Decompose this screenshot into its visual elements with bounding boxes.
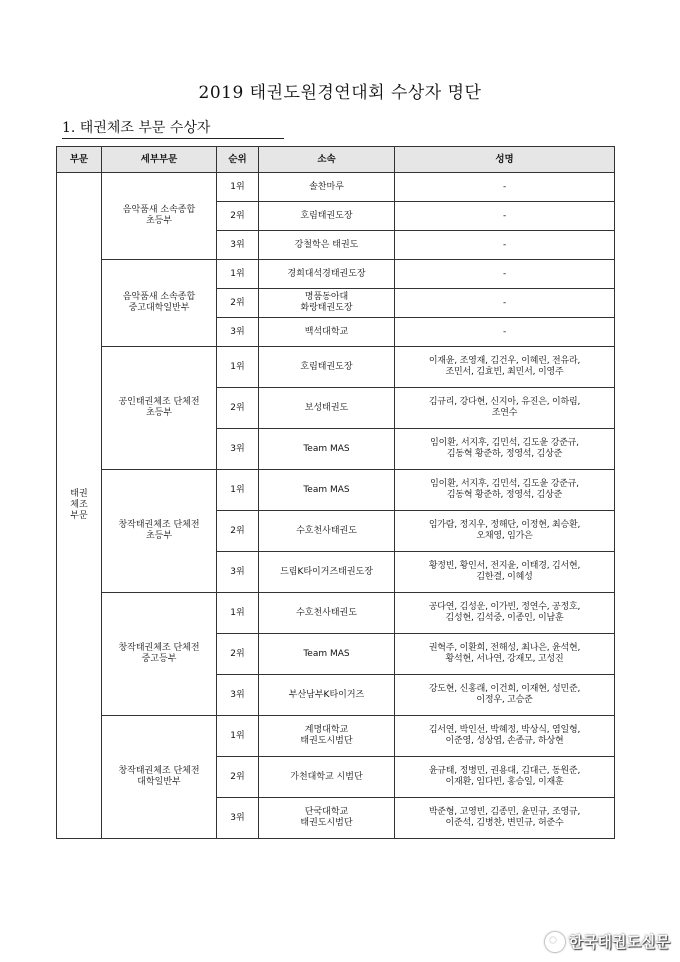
category-cell: 공인태권체조 단체전 초등부 <box>102 347 217 470</box>
header-names: 성명 <box>395 147 615 173</box>
names-cell: 김서연, 박인선, 박혜정, 박상식, 염일형, 이준영, 성상엽, 손종규, 하상현 <box>395 716 615 757</box>
rank-cell: 1위 <box>217 347 259 388</box>
team-cell: 호림태권도장 <box>259 347 395 388</box>
page-title: 2019 태권도원경연대회 수상자 명단 <box>198 83 482 103</box>
section-underline <box>62 138 284 139</box>
watermark-text: 한국태권도신문 <box>568 933 670 951</box>
category-cell: 음악품새 소속종합 초등부 <box>102 173 217 260</box>
team-cell: 보성태권도 <box>259 388 395 429</box>
header-team: 소속 <box>259 147 395 173</box>
rank-cell: 2위 <box>217 289 259 318</box>
team-cell: 가천대학교 시범단 <box>259 757 395 798</box>
winners-table <box>56 146 615 839</box>
names-cell: - <box>395 318 615 347</box>
table-row <box>57 260 615 289</box>
rank-cell: 3위 <box>217 318 259 347</box>
team-cell: 솔찬마루 <box>259 173 395 202</box>
names-cell: - <box>395 260 615 289</box>
names-cell: 김규리, 강다현, 신지아, 유진은, 이하림, 조연수 <box>395 388 615 429</box>
names-cell: 공다연, 김성운, 이가빈, 정연수, 공정호, 김성현, 김석중, 이종인, 이남훈 <box>395 593 615 634</box>
category-cell: 창작태권체조 단체전 대학일반부 <box>102 716 217 839</box>
team-cell: 수호천사태권도 <box>259 593 395 634</box>
rank-cell: 1위 <box>217 593 259 634</box>
rank-cell: 2위 <box>217 202 259 231</box>
team-cell: 드림K타이거즈태권도장 <box>259 552 395 593</box>
names-cell: 이재윤, 조영재, 김건우, 이혜린, 전유라, 조민서, 김효빈, 최민서, 이영주 <box>395 347 615 388</box>
names-cell: - <box>395 289 615 318</box>
rank-cell: 2위 <box>217 511 259 552</box>
names-cell: - <box>395 173 615 202</box>
rank-cell: 1위 <box>217 470 259 511</box>
names-cell: 황정빈, 황인서, 전지윤, 이태경, 김서현, 김한결, 이혜성 <box>395 552 615 593</box>
team-cell: Team MAS <box>259 429 395 470</box>
team-cell: 수호천사태권도 <box>259 511 395 552</box>
table-row <box>57 173 615 202</box>
table-header-row <box>57 147 615 173</box>
header-division: 부문 <box>57 147 102 173</box>
table-row <box>57 470 615 511</box>
names-cell: 임이환, 서지후, 김민석, 김도윤 강준규, 김동혁 황준하, 정영석, 김상준 <box>395 429 615 470</box>
team-cell: 백석대학교 <box>259 318 395 347</box>
team-cell: 호림태권도장 <box>259 202 395 231</box>
table-row <box>57 347 615 388</box>
names-cell: 박준형, 고영빈, 김종민, 윤민규, 조영규, 이준석, 김병찬, 변민규, 허준수 <box>395 798 615 839</box>
team-cell: 명품동아대 화랑태권도장 <box>259 289 395 318</box>
rank-cell: 3위 <box>217 798 259 839</box>
names-cell: 임가람, 정지우, 정해단, 이정현, 최승환, 오채영, 임가은 <box>395 511 615 552</box>
newspaper-watermark <box>545 931 670 952</box>
names-cell: 권혁주, 이환희, 전해성, 최나은, 윤석현, 황석현, 서나연, 강재모, 고성진 <box>395 634 615 675</box>
rank-cell: 3위 <box>217 675 259 716</box>
names-cell: - <box>395 231 615 260</box>
team-cell: 단국대학교 태권도시범단 <box>259 798 395 839</box>
rank-cell: 1위 <box>217 260 259 289</box>
team-cell: 경희대석경태권도장 <box>259 260 395 289</box>
team-cell: Team MAS <box>259 470 395 511</box>
team-cell: 강철학은 태권도 <box>259 231 395 260</box>
header-category: 세부부문 <box>102 147 217 173</box>
rank-cell: 3위 <box>217 429 259 470</box>
rank-cell: 1위 <box>217 716 259 757</box>
rank-cell: 2위 <box>217 388 259 429</box>
names-cell: - <box>395 202 615 231</box>
table-row <box>57 593 615 634</box>
category-cell: 창작태권체조 단체전 초등부 <box>102 470 217 593</box>
rank-cell: 3위 <box>217 552 259 593</box>
section-heading: 1. 태권체조 부문 수상자 <box>62 120 211 136</box>
team-cell: 부산남부K타이거즈 <box>259 675 395 716</box>
rank-cell: 2위 <box>217 634 259 675</box>
names-cell: 임이환, 서지후, 김민석, 김도윤 강준규, 김동혁 황준하, 정영석, 김상준 <box>395 470 615 511</box>
header-rank: 순위 <box>217 147 259 173</box>
team-cell: Team MAS <box>259 634 395 675</box>
team-cell: 계명대학교 태권도시범단 <box>259 716 395 757</box>
category-cell: 창작태권체조 단체전 중고등부 <box>102 593 217 716</box>
rank-cell: 1위 <box>217 173 259 202</box>
category-cell: 음악품새 소속종합 중고대학일반부 <box>102 260 217 347</box>
newspaper-logo-icon <box>545 932 565 952</box>
rank-cell: 3위 <box>217 231 259 260</box>
table-row <box>57 716 615 757</box>
names-cell: 강도현, 신홍래, 이건희, 이재현, 성민준, 이정우, 고승준 <box>395 675 615 716</box>
division-cell: 태권 체조 부문 <box>57 173 102 839</box>
rank-cell: 2위 <box>217 757 259 798</box>
names-cell: 윤규태, 정병민, 권용대, 김대근, 동원준, 이재환, 임다빈, 홍승일, 이재훈 <box>395 757 615 798</box>
